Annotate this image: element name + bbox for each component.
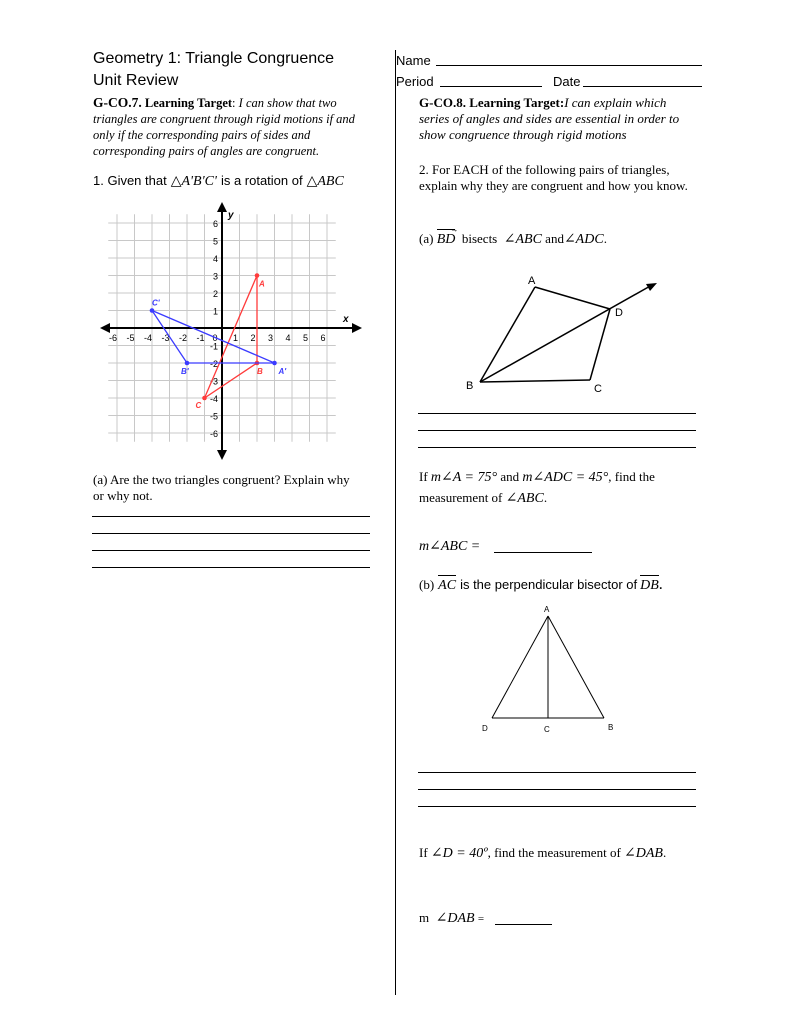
- q2a-and2: and: [500, 469, 520, 484]
- answer-line-2a-2[interactable]: [418, 430, 696, 431]
- answer-line-2b-3[interactable]: [418, 806, 696, 807]
- quadrilateral-figure-a: [460, 272, 665, 397]
- x-tick-label: 2: [250, 333, 256, 343]
- triangle-abc-prime-vertex: [185, 361, 190, 366]
- triangle-abc-label: A: [259, 279, 265, 289]
- fig-a-vertex-label: C: [594, 383, 602, 395]
- x-tick-label: -3: [161, 333, 170, 343]
- side-ab: [548, 616, 604, 718]
- q2a-given1: m∠A = 75°: [430, 470, 498, 485]
- y-tick-label: 4: [212, 254, 218, 264]
- date-field[interactable]: [583, 86, 702, 87]
- triangle-abc-label: C: [195, 401, 202, 410]
- x-axis-arrow-left: [100, 323, 110, 333]
- ray-bd: [480, 285, 652, 382]
- period-label: Period: [396, 74, 434, 89]
- fig-a-vertex-label: A: [528, 275, 536, 287]
- side-dc: [590, 309, 610, 380]
- y-tick-label: 5: [212, 236, 218, 247]
- q2a-answer-label: m∠ABC =: [419, 539, 481, 554]
- learning-target-text-right: I can explain which series of angles and sides are essential in order to show congruence through rigid motions: [419, 95, 680, 142]
- x-tick-label: 0: [212, 333, 218, 343]
- triangle-abc-vertex: [255, 273, 260, 278]
- fig-b-vertex-label: D: [482, 724, 488, 733]
- y-tick-label: -1: [209, 341, 218, 352]
- q2b-prefix: (b): [419, 577, 435, 592]
- triangle-abc-prime-label: B': [181, 367, 189, 376]
- q2a-ray: → BD: [436, 225, 459, 247]
- learning-target-label: Learning Target: [144, 96, 233, 110]
- learning-target-label-right: Learning Target:: [469, 95, 565, 110]
- x-tick-label: 6: [320, 333, 326, 343]
- x-tick-label: 5: [302, 333, 309, 343]
- question-2b: (b) AC is the perpendicular bisector of DB.: [419, 576, 663, 593]
- coordinate-graph: [100, 200, 362, 462]
- date-label: Date: [553, 74, 581, 89]
- question-2b-given: If ∠D = 40º, find the measurement of ∠DAB.: [419, 845, 667, 861]
- x-axis-arrow-right: [352, 323, 362, 333]
- x-tick-label: -2: [178, 333, 188, 343]
- triangle-abc-prime-vertex: [150, 308, 155, 313]
- fig-b-vertex-label: C: [544, 725, 550, 734]
- y-tick-label: -4: [209, 394, 218, 404]
- x-tick-label: 3: [267, 333, 274, 343]
- triangle-abc-vertex: [202, 396, 207, 401]
- answer-line-1a-3[interactable]: [92, 550, 370, 551]
- period-field[interactable]: [440, 86, 542, 87]
- q1-mid: is a rotation of: [220, 173, 303, 188]
- x-tick-label: -6: [108, 333, 118, 343]
- column-divider: [395, 50, 396, 995]
- answer-line-2a-3[interactable]: [418, 447, 696, 448]
- fig-a-vertex-label: B: [466, 380, 474, 392]
- q2a-find: , find the measurement of: [419, 469, 655, 505]
- question-1a: (a) Are the two triangles congruent? Explain why or why not.: [93, 472, 350, 503]
- q2a-prefix: (a): [419, 231, 434, 246]
- y-tick-label: 6: [212, 219, 218, 229]
- q1-prefix: 1. Given that: [93, 173, 167, 188]
- question-2: 2. For EACH of the following pairs of triangles, explain why they are congruent and how you know.: [419, 162, 688, 193]
- q2a-given2: m∠ADC = 45°: [522, 470, 609, 485]
- q2b-answer-label: m ∠DAB =: [419, 910, 485, 926]
- q2b-segment-ac: AC: [438, 578, 456, 593]
- triangle-abc-prime-label: C': [152, 298, 160, 308]
- y-tick-label: 2: [212, 289, 218, 299]
- q1-triangle-prime: △A'B'C': [170, 174, 217, 189]
- question-2a: (a) → BD bisects ∠ABC and∠ADC.: [419, 225, 607, 247]
- fig-b-vertex-label: A: [544, 605, 550, 614]
- answer-line-2b-2[interactable]: [418, 789, 696, 790]
- q2b-segment-db: DB: [640, 578, 659, 593]
- q2a-target: ∠ABC: [505, 491, 544, 506]
- standard-code-right: G-CO.8.: [419, 95, 466, 110]
- q2a-answer-field[interactable]: [494, 552, 592, 553]
- y-axis-arrow-down: [217, 450, 227, 460]
- question-2a-given: If m∠A = 75° and m∠ADC = 45°, find the measurement of ∠ABC.: [419, 469, 655, 506]
- y-tick-label: -5: [209, 411, 218, 422]
- x-tick-label: -4: [143, 333, 153, 343]
- q2b-find: , find the measurement of: [487, 845, 621, 860]
- y-tick-label: 3: [212, 271, 218, 282]
- question-1: [93, 172, 344, 190]
- side-ad: [492, 616, 548, 718]
- q2a-mid: bisects: [461, 231, 498, 246]
- name-label: Name: [396, 53, 431, 68]
- y-tick-label: -2: [209, 359, 218, 369]
- y-tick-label: 1: [212, 306, 218, 317]
- side-ad: [535, 287, 610, 309]
- triangle-figure-b: [470, 600, 630, 740]
- side-ba: [480, 287, 535, 382]
- triangle-abc-label: B: [257, 367, 263, 376]
- triangle-abc-prime-vertex: [272, 361, 277, 366]
- fig-a-vertex-label: D: [615, 307, 623, 319]
- q2b-answer-field[interactable]: [495, 924, 552, 925]
- x-tick-label: -5: [126, 333, 135, 343]
- y-axis-arrow-up: [217, 202, 227, 212]
- page-subtitle: Unit Review: [93, 72, 179, 89]
- answer-line-2a-1[interactable]: [418, 413, 696, 414]
- q2b-given: ∠D = 40º: [430, 846, 488, 861]
- x-tick-label: 4: [285, 333, 291, 343]
- page-title: Geometry 1: Triangle Congruence: [93, 50, 335, 67]
- q2b-target: ∠DAB: [624, 846, 663, 861]
- q2a-if: If: [419, 469, 428, 484]
- y-tick-label: -6: [209, 429, 218, 439]
- q2a-and: and: [545, 231, 564, 246]
- answer-line-1a-4[interactable]: [92, 567, 370, 568]
- q1-triangle: △ABC: [306, 174, 344, 189]
- y-tick-label: -3: [209, 376, 218, 387]
- x-axis-label: x: [343, 314, 349, 325]
- fig-b-vertex-label: B: [608, 723, 614, 732]
- side-cb: [480, 380, 590, 382]
- triangle-abc-prime: [152, 311, 275, 364]
- x-tick-label: -1: [196, 333, 205, 343]
- x-tick-label: 1: [232, 333, 239, 343]
- learning-target-text: I can show that two triangles are congruent through rigid motions if and only if the corresponding pairs of sides and corresponding pairs of angles are congruent.: [93, 96, 355, 158]
- answer-line-1a-1[interactable]: [92, 516, 370, 517]
- name-field[interactable]: [436, 65, 702, 66]
- standard-code: G-CO.7.: [93, 95, 142, 110]
- answer-line-1a-2[interactable]: [92, 533, 370, 534]
- y-axis-label: y: [228, 210, 234, 221]
- learning-target-left: G-CO.7. Learning Target: I can show that two triangles are congruent through rigid motions if and only if the corresponding pairs of sides and corresponding pairs of angles are congruent.: [93, 95, 355, 158]
- q2a-angle1: ∠ABC: [503, 232, 542, 247]
- triangle-abc-prime-label: A': [278, 367, 287, 376]
- answer-line-2b-1[interactable]: [418, 772, 696, 773]
- learning-target-right: [419, 95, 699, 143]
- q2b-mid: is the perpendicular bisector of: [460, 577, 638, 592]
- q2b-if: If: [419, 845, 428, 860]
- q2a-angle2: ∠ADC: [563, 232, 604, 247]
